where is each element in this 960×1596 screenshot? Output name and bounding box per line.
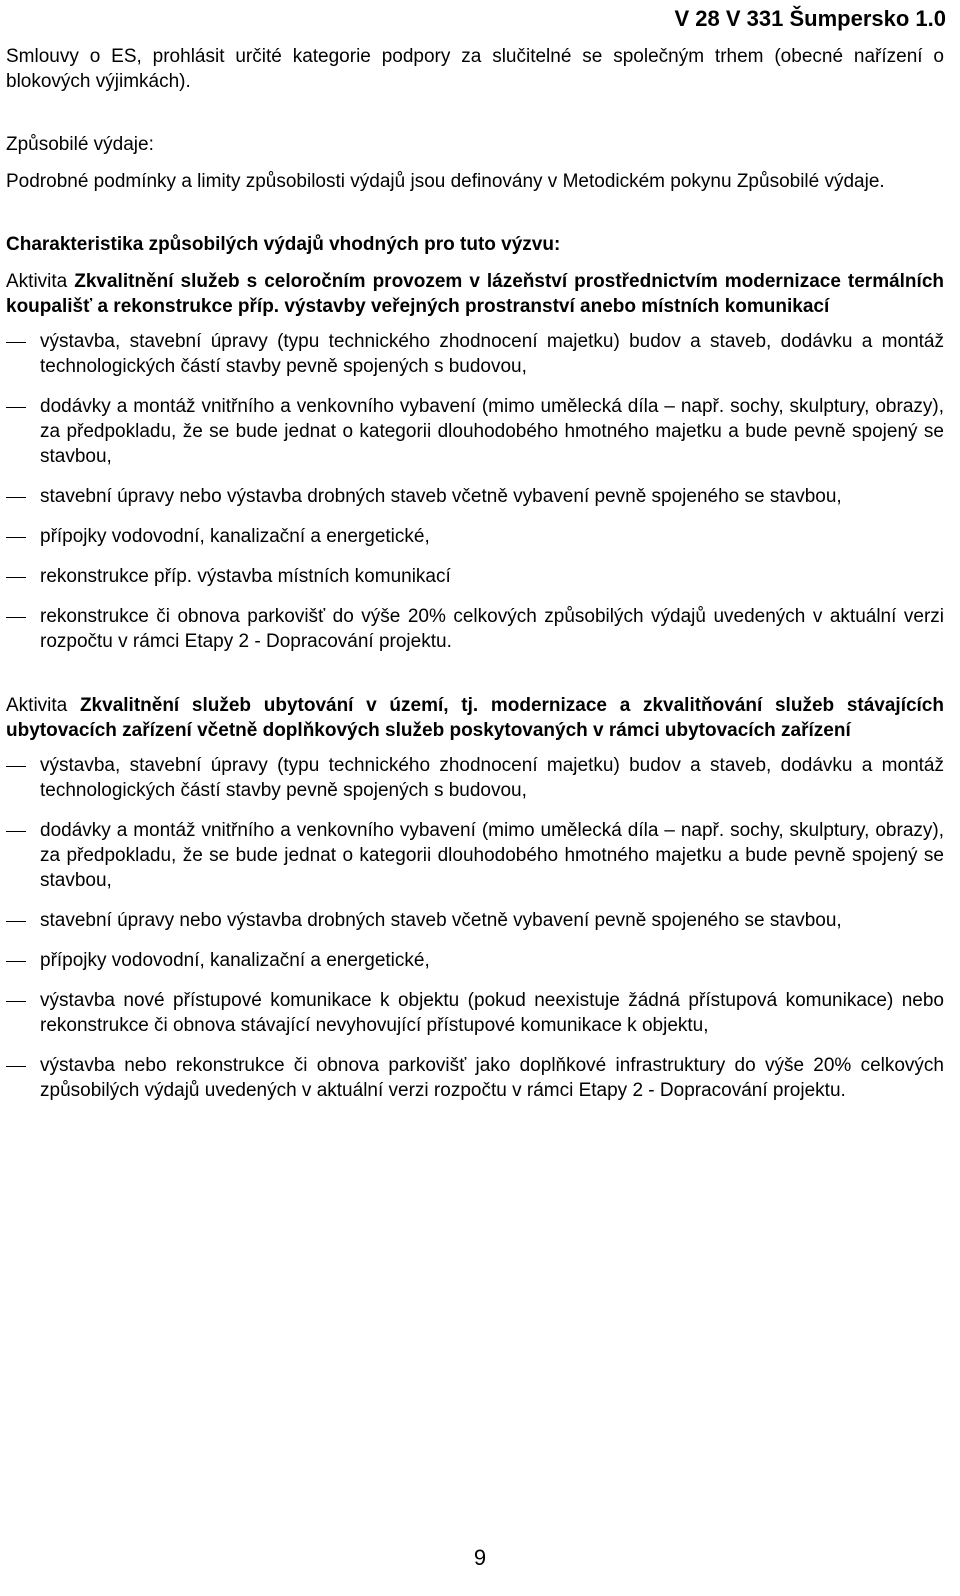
list-item: výstavba nebo rekonstrukce či obnova parkovišť jako doplňkové infrastruktury do výše 20% celkových způsobilých výdajů uvedených v aktuální verzi rozpočtu v rámci Etapy 2 - Dopracování projektu.	[6, 1053, 944, 1103]
list-item: rekonstrukce příp. výstavba místních komunikací	[6, 564, 944, 589]
list-item: výstavba nové přístupové komunikace k objektu (pokud neexistuje žádná přístupová komunikace) nebo rekonstrukce či obnova stávající nevyhovující přístupové komunikace k objektu,	[6, 988, 944, 1038]
list-item: stavební úpravy nebo výstavba drobných staveb včetně vybavení pevně spojeného se stavbou,	[6, 908, 944, 933]
list-item: rekonstrukce či obnova parkovišť do výše 20% celkových způsobilých výdajů uvedených v aktuální verzi rozpočtu v rámci Etapy 2 - Dopracování projektu.	[6, 604, 944, 654]
activity-2-prefix: Aktivita	[6, 695, 80, 716]
eligible-expenses-text: Podrobné podmínky a limity způsobilosti výdajů jsou definovány v Metodickém pokynu Způsobilé výdaje.	[6, 171, 885, 192]
page-content	[6, 44, 944, 1118]
activity-1-lead	[6, 269, 944, 319]
list-item: přípojky vodovodní, kanalizační a energetické,	[6, 524, 944, 549]
activity-2-lead	[6, 693, 944, 743]
activity-1-list	[6, 329, 944, 654]
list-item: výstavba, stavební úpravy (typu technického zhodnocení majetku) budov a staveb, dodávku a montáž technologických částí stavby pevně spojených s budovou,	[6, 753, 944, 803]
page-number: 9	[473, 1545, 487, 1570]
activity-2-list	[6, 753, 944, 1103]
list-item: stavební úpravy nebo výstavba drobných staveb včetně vybavení pevně spojeného se stavbou,	[6, 484, 944, 509]
characteristics-heading: Charakteristika způsobilých výdajů vhodných pro tuto výzvu:	[6, 234, 561, 255]
activity-1-prefix: Aktivita	[6, 271, 75, 292]
list-item: výstavba, stavební úpravy (typu technického zhodnocení majetku) budov a staveb, dodávku a montáž technologických částí stavby pevně spojených s budovou,	[6, 329, 944, 379]
activity-2-title: Zkvalitnění služeb ubytování v území, tj. modernizace a zkvalitňování služeb stávajících ubytovacích zařízení včetně doplňkových služeb poskytovaných v rámci ubytovacích zařízení	[6, 695, 944, 741]
list-item: dodávky a montáž vnitřního a venkovního vybavení (mimo umělecká díla – např. sochy, skulptury, obrazy), za předpokladu, že se bude jednat o kategorii dlouhodobého hmotného majetku a bude pevně spojený se stavbou,	[6, 394, 944, 469]
activity-1-title: Zkvalitnění služeb s celoročním provozem v lázeňství prostřednictvím modernizace termálních koupališť a rekonstrukce příp. výstavby veřejných prostranství anebo místních komunikací	[6, 271, 944, 317]
list-item: přípojky vodovodní, kanalizační a energetické,	[6, 948, 944, 973]
document-id-header: V 28 V 331 Šumpersko 1.0	[674, 6, 946, 31]
intro-paragraph: Smlouvy o ES, prohlásit určité kategorie podpory za slučitelné se společným trhem (obecné nařízení o blokových výjimkách).	[6, 46, 944, 92]
list-item: dodávky a montáž vnitřního a venkovního vybavení (mimo umělecká díla – např. sochy, skulptury, obrazy), za předpokladu, že se bude jednat o kategorii dlouhodobého hmotného majetku a bude pevně spojený se stavbou,	[6, 818, 944, 893]
eligible-expenses-heading: Způsobilé výdaje:	[6, 134, 154, 155]
